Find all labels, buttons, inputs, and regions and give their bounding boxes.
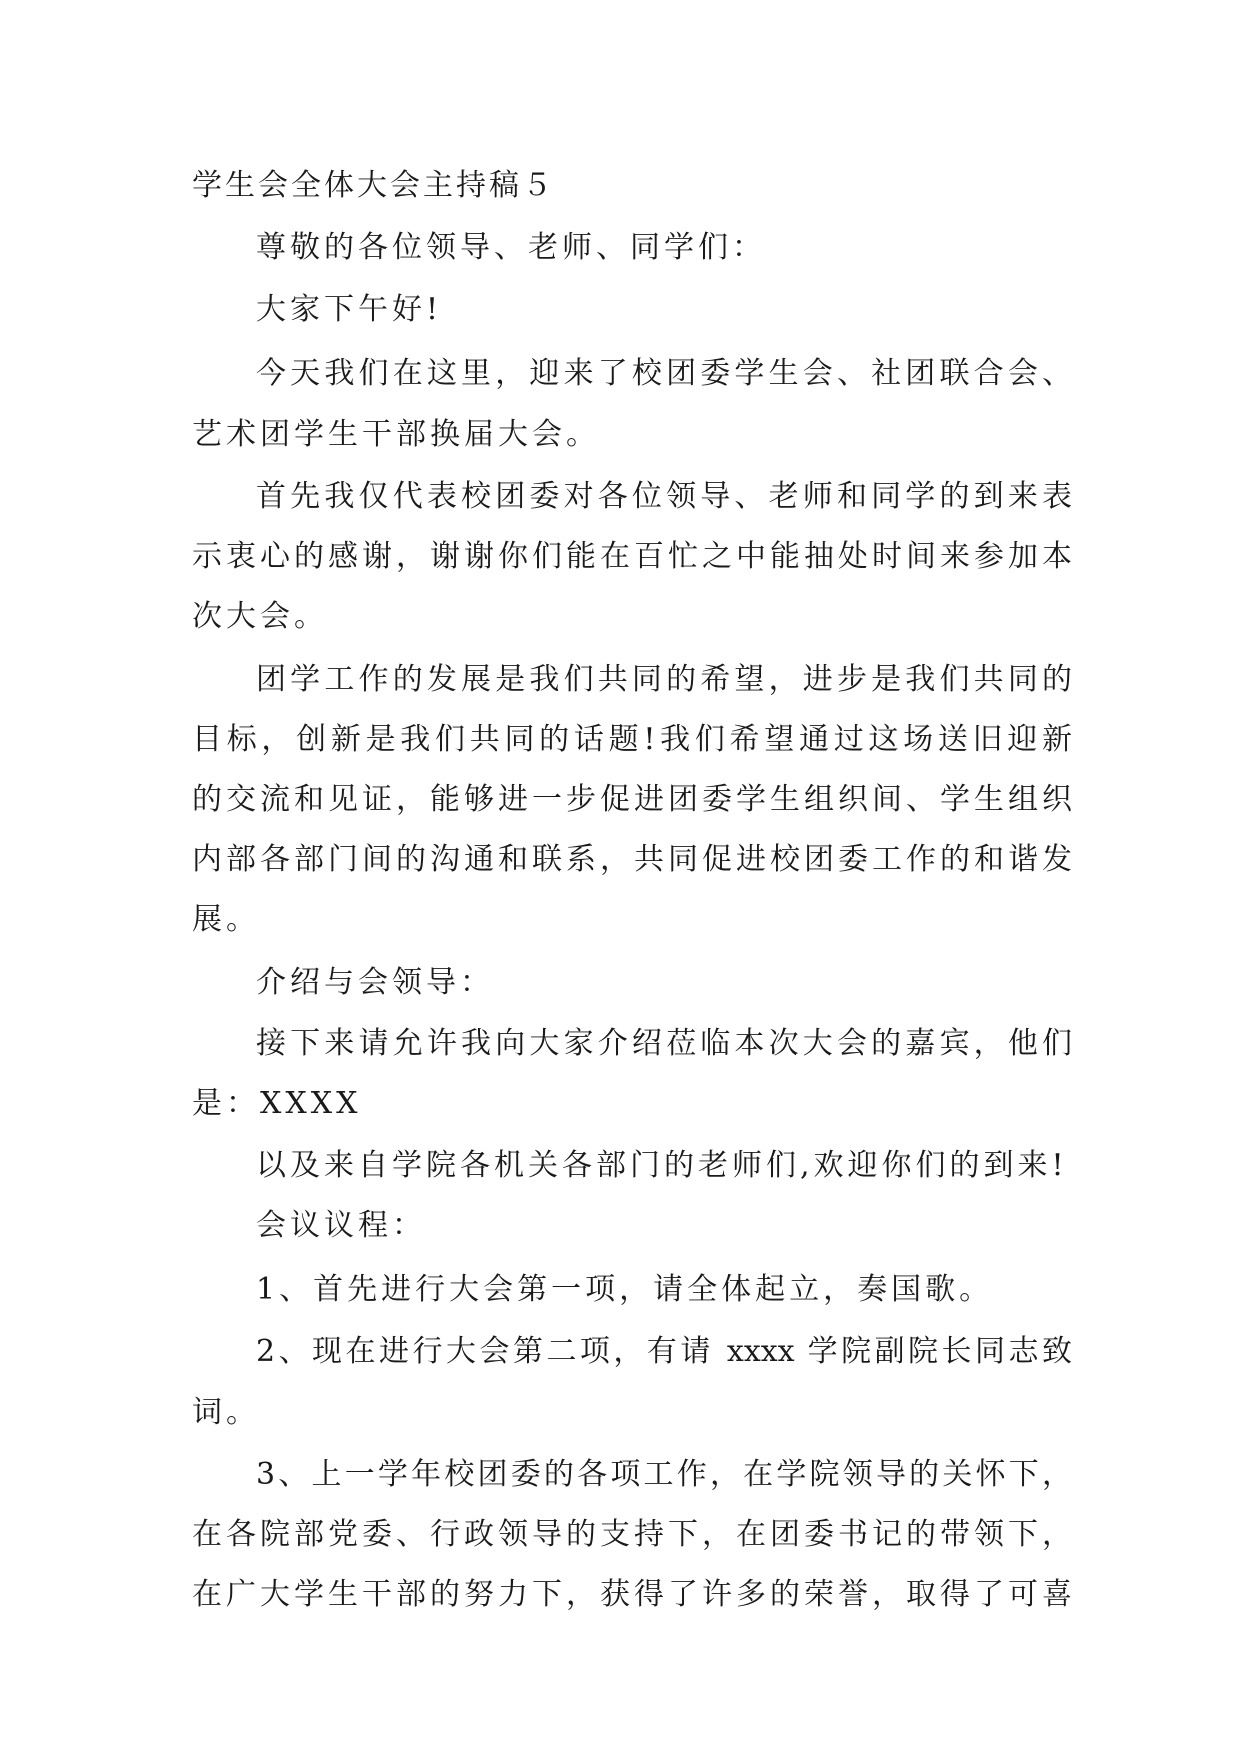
- agenda-item-continued: 词。: [192, 1395, 260, 1430]
- agenda-item: 2、现在进行大会第二项，有请 xxxx 学院副院长同志致: [256, 1334, 1072, 1369]
- paragraph-line: 内部各部门间的沟通和联系，共同促进校团委工作的和谐发: [192, 842, 1072, 877]
- paragraph-line: 首先我仅代表校团委对各位领导、老师和同学的到来表: [256, 479, 1072, 514]
- paragraph-line: 展。: [192, 902, 260, 937]
- agenda-item: 3、上一学年校团委的各项工作，在学院领导的关怀下，: [256, 1457, 1072, 1492]
- paragraph-line: 团学工作的发展是我们共同的希望，进步是我们共同的: [256, 662, 1072, 697]
- document-title: 学生会全体大会主持稿５: [192, 168, 555, 203]
- paragraph-line: 的交流和见证，能够进一步促进团委学生组织间、学生组织: [192, 782, 1072, 817]
- paragraph-line: 次大会。: [192, 599, 328, 634]
- agenda-item: 1、首先进行大会第一项，请全体起立，奏国歌。: [256, 1272, 994, 1307]
- paragraph-line: 是：XXXX: [192, 1086, 362, 1121]
- agenda-item-continued: 在广大学生干部的努力下，获得了许多的荣誉，取得了可喜: [192, 1577, 1072, 1612]
- paragraph-line: 今天我们在这里，迎来了校团委学生会、社团联合会、: [256, 356, 1072, 391]
- greeting-line: 大家下午好!: [256, 292, 443, 327]
- salutation-line: 尊敬的各位领导、老师、同学们：: [256, 230, 766, 265]
- paragraph-line: 接下来请允许我向大家介绍莅临本次大会的嘉宾，他们: [256, 1026, 1072, 1061]
- paragraph-line: 以及来自学院各机关各部门的老师们,欢迎你们的到来!: [256, 1148, 1068, 1183]
- paragraph-line: 示衷心的感谢，谢谢你们能在百忙之中能抽处时间来参加本: [192, 539, 1072, 574]
- section-heading: 会议议程：: [256, 1208, 426, 1243]
- paragraph-line: 艺术团学生干部换届大会。: [192, 417, 600, 452]
- agenda-item-continued: 在各院部党委、行政领导的支持下，在团委书记的带领下，: [192, 1517, 1072, 1552]
- section-heading: 介绍与会领导：: [256, 965, 494, 1000]
- paragraph-line: 目标，创新是我们共同的话题!我们希望通过这场送旧迎新: [192, 722, 1072, 757]
